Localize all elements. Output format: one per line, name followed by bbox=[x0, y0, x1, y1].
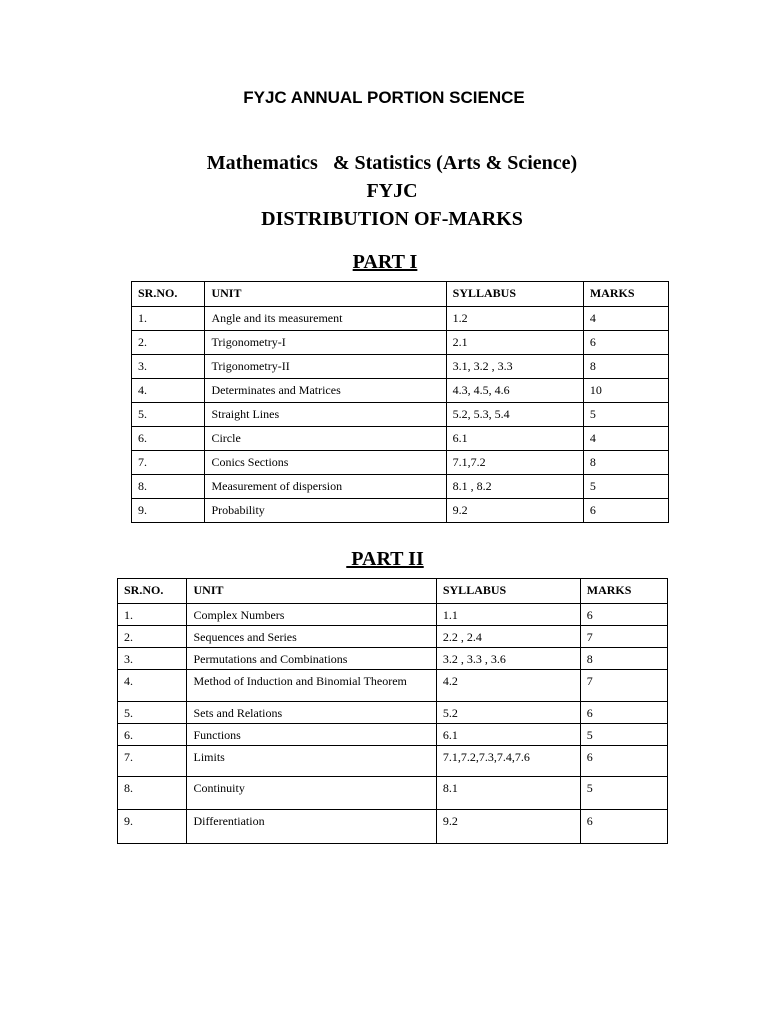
table-row bbox=[118, 810, 668, 844]
unit-cell: Sequences and Series bbox=[187, 626, 436, 648]
syllabus-cell: 3.1, 3.2 , 3.3 bbox=[446, 355, 583, 379]
table-row bbox=[132, 379, 669, 403]
syllabus-cell: 5.2 bbox=[436, 702, 580, 724]
marks-cell: 5 bbox=[583, 403, 668, 427]
header-unit: UNIT bbox=[205, 282, 446, 307]
syllabus-cell: 1.1 bbox=[436, 604, 580, 626]
unit-cell: Complex Numbers bbox=[187, 604, 436, 626]
unit-cell: Angle and its measurement bbox=[205, 307, 446, 331]
marks-cell: 6 bbox=[583, 331, 668, 355]
marks-cell: 6 bbox=[580, 604, 667, 626]
syllabus-cell: 7.1,7.2,7.3,7.4,7.6 bbox=[436, 746, 580, 777]
syllabus-cell: 5.2, 5.3, 5.4 bbox=[446, 403, 583, 427]
header-marks: MARKS bbox=[583, 282, 668, 307]
table-row bbox=[118, 724, 668, 746]
table-row bbox=[132, 475, 669, 499]
syllabus-cell: 4.2 bbox=[436, 670, 580, 702]
table-row bbox=[132, 355, 669, 379]
sr-cell: 5. bbox=[118, 702, 187, 724]
unit-cell: Conics Sections bbox=[205, 451, 446, 475]
sr-cell: 2. bbox=[118, 626, 187, 648]
table-row bbox=[118, 626, 668, 648]
marks-cell: 8 bbox=[580, 648, 667, 670]
header-marks: MARKS bbox=[580, 579, 667, 604]
header-syllabus: SYLLABUS bbox=[436, 579, 580, 604]
sr-cell: 8. bbox=[118, 777, 187, 810]
sr-cell: 1. bbox=[118, 604, 187, 626]
syllabus-cell: 9.2 bbox=[436, 810, 580, 844]
part-2-table bbox=[117, 578, 668, 844]
unit-cell: Measurement of dispersion bbox=[205, 475, 446, 499]
table-row bbox=[118, 604, 668, 626]
table-row bbox=[118, 648, 668, 670]
table-row bbox=[118, 702, 668, 724]
sr-cell: 6. bbox=[118, 724, 187, 746]
unit-cell: Method of Induction and Binomial Theorem bbox=[187, 670, 436, 702]
table-row bbox=[118, 670, 668, 702]
syllabus-cell: 8.1 bbox=[436, 777, 580, 810]
unit-cell: Straight Lines bbox=[205, 403, 446, 427]
syllabus-cell: 2.2 , 2.4 bbox=[436, 626, 580, 648]
unit-cell: Trigonometry-I bbox=[205, 331, 446, 355]
unit-cell: Sets and Relations bbox=[187, 702, 436, 724]
marks-cell: 8 bbox=[583, 355, 668, 379]
sr-cell: 2. bbox=[132, 331, 205, 355]
sr-cell: 1. bbox=[132, 307, 205, 331]
syllabus-cell: 7.1,7.2 bbox=[446, 451, 583, 475]
subject-heading: Mathematics & Statistics (Arts & Science) bbox=[206, 152, 578, 174]
table-row bbox=[118, 746, 668, 777]
table-row bbox=[132, 307, 669, 331]
sr-cell: 3. bbox=[132, 355, 205, 379]
syllabus-cell: 9.2 bbox=[446, 499, 583, 523]
table-row bbox=[132, 331, 669, 355]
marks-cell: 6 bbox=[580, 746, 667, 777]
syllabus-cell: 4.3, 4.5, 4.6 bbox=[446, 379, 583, 403]
marks-cell: 10 bbox=[583, 379, 668, 403]
marks-cell: 6 bbox=[583, 499, 668, 523]
unit-cell: Functions bbox=[187, 724, 436, 746]
part-1-table bbox=[131, 281, 669, 523]
marks-cell: 5 bbox=[583, 475, 668, 499]
syllabus-cell: 6.1 bbox=[436, 724, 580, 746]
sr-cell: 6. bbox=[132, 427, 205, 451]
unit-cell: Trigonometry-II bbox=[205, 355, 446, 379]
unit-cell: Circle bbox=[205, 427, 446, 451]
sr-cell: 9. bbox=[132, 499, 205, 523]
syllabus-cell: 8.1 , 8.2 bbox=[446, 475, 583, 499]
sr-cell: 5. bbox=[132, 403, 205, 427]
header-sr-no: SR.NO. bbox=[132, 282, 205, 307]
marks-cell: 6 bbox=[580, 810, 667, 844]
syllabus-cell: 1.2 bbox=[446, 307, 583, 331]
table-row bbox=[118, 777, 668, 810]
marks-cell: 7 bbox=[580, 670, 667, 702]
marks-cell: 6 bbox=[580, 702, 667, 724]
unit-cell: Differentiation bbox=[187, 810, 436, 844]
unit-cell: Determinates and Matrices bbox=[205, 379, 446, 403]
distribution-heading: DISTRIBUTION OF-MARKS bbox=[261, 208, 523, 230]
class-heading: FYJC bbox=[366, 180, 418, 202]
sr-cell: 4. bbox=[132, 379, 205, 403]
part-1-title: PART I bbox=[352, 251, 418, 273]
sr-cell: 8. bbox=[132, 475, 205, 499]
unit-cell: Permutations and Combinations bbox=[187, 648, 436, 670]
table-row bbox=[132, 499, 669, 523]
sr-cell: 7. bbox=[118, 746, 187, 777]
header-sr-no: SR.NO. bbox=[118, 579, 187, 604]
unit-cell: Continuity bbox=[187, 777, 436, 810]
marks-cell: 5 bbox=[580, 724, 667, 746]
syllabus-cell: 6.1 bbox=[446, 427, 583, 451]
table-row bbox=[132, 403, 669, 427]
table-row bbox=[132, 451, 669, 475]
unit-cell: Limits bbox=[187, 746, 436, 777]
sr-cell: 7. bbox=[132, 451, 205, 475]
sr-cell: 4. bbox=[118, 670, 187, 702]
document-title: FYJC ANNUAL PORTION SCIENCE bbox=[243, 88, 525, 107]
syllabus-cell: 2.1 bbox=[446, 331, 583, 355]
part-2-title: PART II bbox=[346, 548, 424, 570]
unit-cell: Probability bbox=[205, 499, 446, 523]
sr-cell: 9. bbox=[118, 810, 187, 844]
marks-cell: 4 bbox=[583, 427, 668, 451]
table-header-row bbox=[118, 579, 668, 604]
marks-cell: 5 bbox=[580, 777, 667, 810]
sr-cell: 3. bbox=[118, 648, 187, 670]
header-unit: UNIT bbox=[187, 579, 436, 604]
marks-cell: 4 bbox=[583, 307, 668, 331]
header-syllabus: SYLLABUS bbox=[446, 282, 583, 307]
marks-cell: 7 bbox=[580, 626, 667, 648]
table-header-row bbox=[132, 282, 669, 307]
table-row bbox=[132, 427, 669, 451]
marks-cell: 8 bbox=[583, 451, 668, 475]
syllabus-cell: 3.2 , 3.3 , 3.6 bbox=[436, 648, 580, 670]
